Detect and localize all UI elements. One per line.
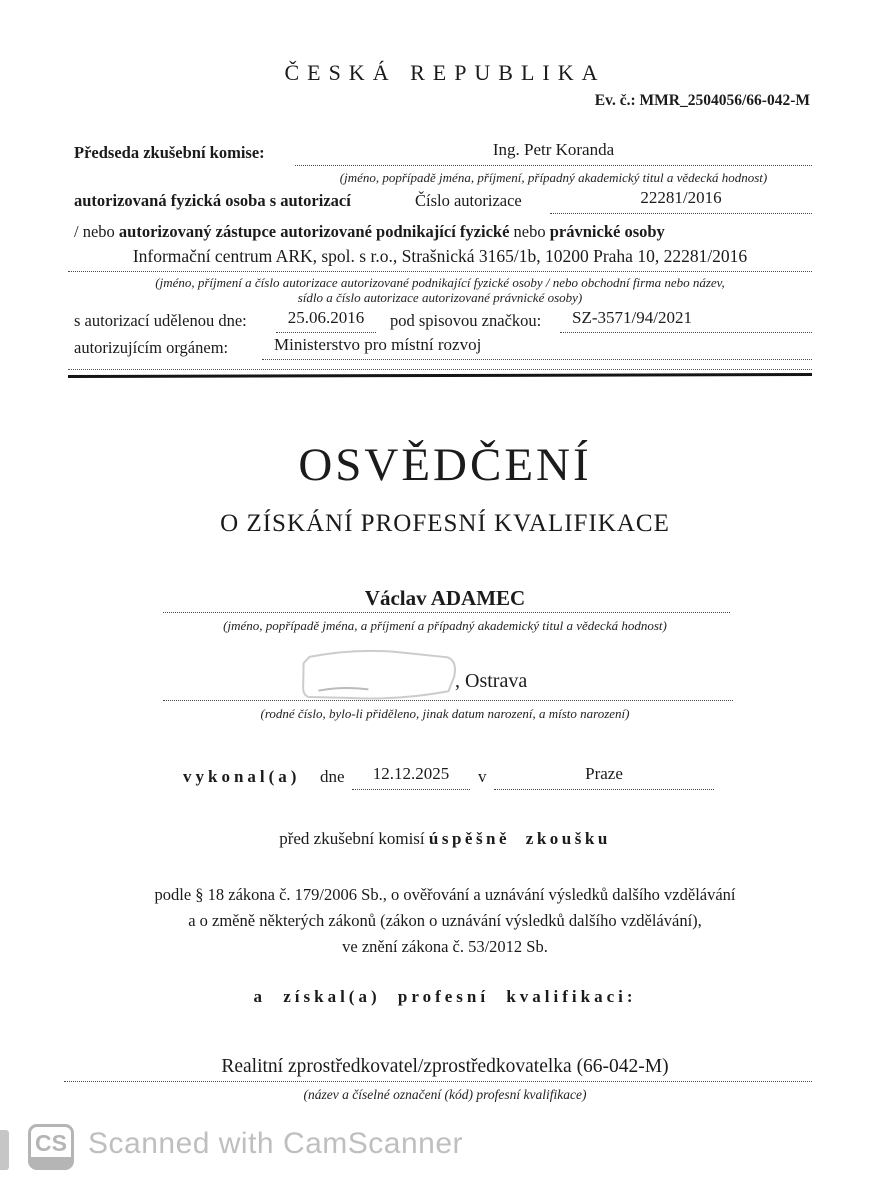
exam-place: Praze xyxy=(585,764,623,783)
certificate-title: OSVĚDČENÍ xyxy=(298,439,592,491)
legal-line-2: a o změně některých zákonů (zákon o uznávání výsledků dalšího vzdělávání), xyxy=(188,911,702,930)
granted-date: 25.06.2016 xyxy=(287,308,365,327)
country-title: ČESKÁ REPUBLIKA xyxy=(284,60,606,85)
divider-solid-rule xyxy=(68,373,812,378)
in-label: v xyxy=(478,767,487,786)
company-caption-line2: sídlo a číslo autorizace autorizované právnické osoby) xyxy=(297,290,583,305)
certificate-subtitle: O ZÍSKÁNÍ PROFESNÍ KVALIFIKACE xyxy=(220,510,670,537)
before-commission-text: před zkušební komisí xyxy=(279,829,429,848)
performed-label: vykonal(a) xyxy=(183,767,301,786)
qualification-caption: (název a číselné označení (kód) profesní kvalifikace) xyxy=(303,1087,587,1102)
chairman-name: Ing. Petr Koranda xyxy=(492,140,615,159)
exam-result-row xyxy=(0,829,890,849)
company-caption xyxy=(68,275,812,305)
company-caption-line1: (jméno, příjmení a číslo autorizace autorizované podnikající fyzické osoby / nebo obchodní firma nebo název, xyxy=(155,275,725,290)
alt-prefix: / nebo xyxy=(74,222,119,241)
divider-dotted-rule xyxy=(68,369,812,370)
chairman-caption: (jméno, popřípadě jména, příjmení, případný akademický titul a vědecká hodnost) xyxy=(339,170,768,185)
alternative-line xyxy=(74,222,665,242)
auth-number-label: Číslo autorizace xyxy=(415,191,522,210)
birth-underline xyxy=(163,700,733,701)
auth-number-field xyxy=(550,188,812,214)
qualification-underline xyxy=(64,1081,812,1082)
authority-name-field xyxy=(262,335,812,360)
company-line: Informační centrum ARK, spol. s r.o., Strašnická 3165/1b, 10200 Praha 10, 22281/2016 xyxy=(132,246,748,266)
obtained-label: a získal(a) profesní kvalifikaci: xyxy=(253,987,637,1006)
legal-line-1: podle § 18 zákona č. 179/2006 Sb., o ověřování a uznávání výsledků dalšího vzdělávání xyxy=(154,885,736,904)
file-label: pod spisovou značkou: xyxy=(390,311,542,330)
performed-on-label: dne xyxy=(320,767,345,786)
exam-date-field xyxy=(352,764,470,790)
file-number: SZ-3571/94/2021 xyxy=(572,308,692,327)
chairman-label: Předseda zkušební komise: xyxy=(74,143,265,162)
authorized-person-label: autorizovaná fyzická osoba s autorizací xyxy=(74,191,351,210)
exam-result: úspěšně zkoušku xyxy=(428,829,611,848)
authority-name: Ministerstvo pro místní rozvoj xyxy=(274,335,482,354)
exam-place-field xyxy=(494,764,714,790)
evaluation-number: Ev. č.: MMR_2504056/66-042-M xyxy=(594,92,810,109)
granted-label: s autorizací udělenou dne: xyxy=(74,311,247,330)
alt-middle: nebo xyxy=(509,222,550,241)
camscanner-logo-text: CS xyxy=(35,1130,67,1156)
exam-date: 12.12.2025 xyxy=(372,764,450,783)
holder-caption: (jméno, popřípadě jména, a příjmení a případný akademický titul a vědecká hodnost) xyxy=(223,618,667,633)
holder-name-underline xyxy=(163,612,730,613)
legal-paragraph xyxy=(0,882,890,960)
camscanner-watermark: Scanned with CamScanner xyxy=(88,1127,464,1160)
alt-bold-1: autorizovaný zástupce autorizované podnikající fyzické xyxy=(118,222,510,241)
company-field xyxy=(68,246,812,272)
scanner-edge-mark xyxy=(0,1130,9,1170)
legal-line-3: ve znění zákona č. 53/2012 Sb. xyxy=(342,937,548,956)
holder-name: Václav ADAMEC xyxy=(364,586,526,610)
auth-number: 22281/2016 xyxy=(640,188,722,207)
authority-label: autorizujícím orgánem: xyxy=(74,338,229,357)
alt-bold-2: právnické osoby xyxy=(549,222,665,241)
camscanner-logo-bar xyxy=(30,1157,72,1168)
camscanner-logo-icon xyxy=(28,1124,74,1170)
qualification-name: Realitní zprostředkovatel/zprostředkovatelka (66-042-M) xyxy=(221,1056,669,1077)
chairman-name-field xyxy=(295,140,812,166)
birth-place: , Ostrava xyxy=(455,670,528,692)
birth-caption: (rodné číslo, bylo-li přiděleno, jinak datum narození, a místo narození) xyxy=(260,706,630,721)
granted-date-field xyxy=(276,308,376,333)
file-number-field xyxy=(560,308,812,333)
